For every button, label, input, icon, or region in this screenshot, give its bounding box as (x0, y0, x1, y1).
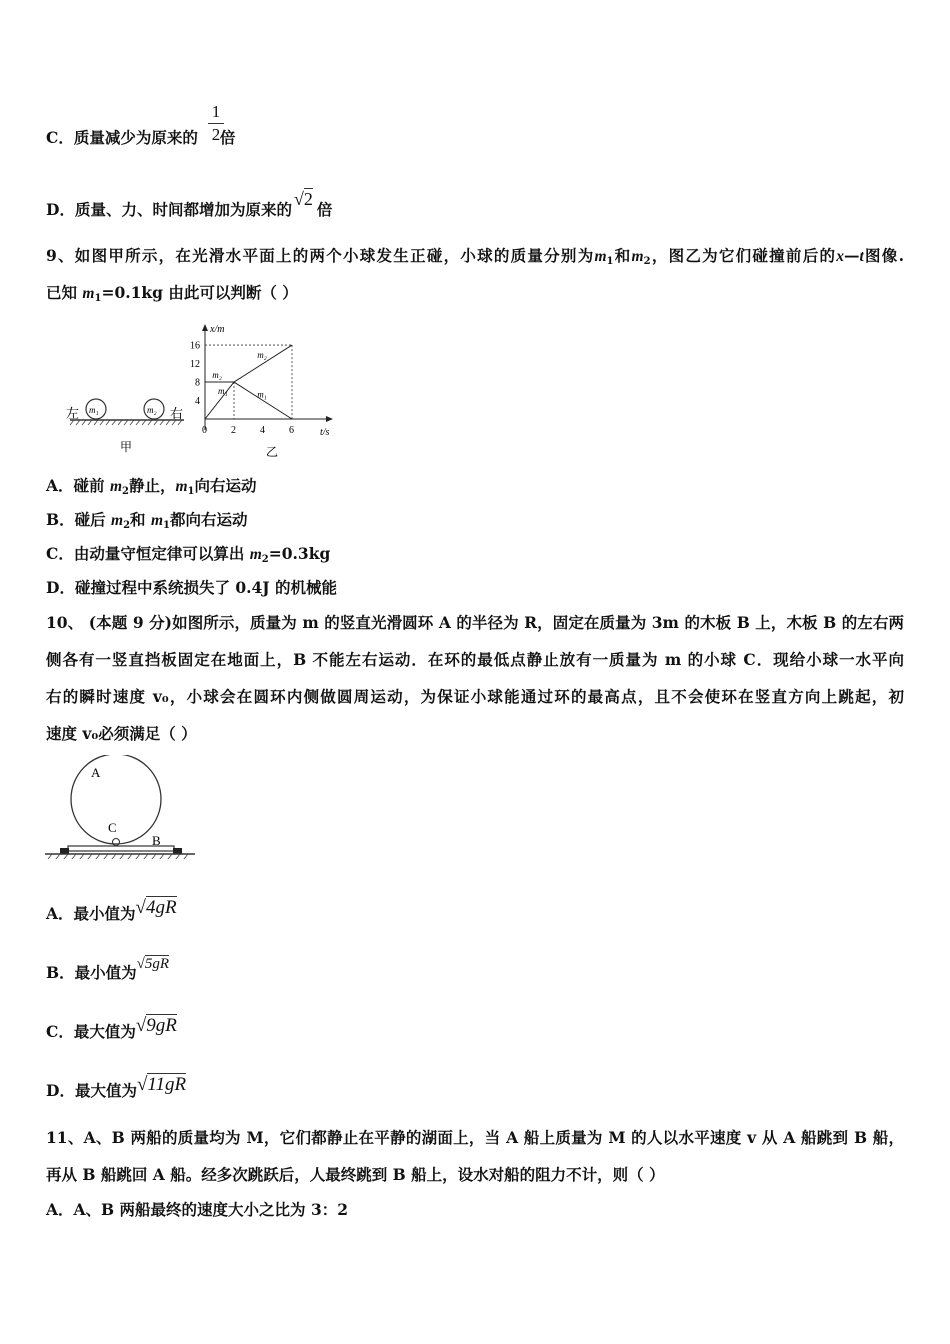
sqrt-two: √2 (293, 189, 313, 209)
q10-stem-line3: 右的瞬时速度 v₀，小球会在圆环内侧做圆周运动，为保证小球能通过环的最高点，且不会使环在竖直方向上跳起，初 (46, 687, 904, 706)
option-c-q8-prefix: C．质量减少为原来的 (46, 128, 198, 147)
option-c-q8-suffix: 倍 (219, 128, 236, 147)
q10-stem-line1: 10、 (本题 9 分)如图所示，质量为 m 的竖直光滑圆环 A 的半径为 R，固定在质量为 3m 的木板 B 上，木板 B 的左右两 (46, 613, 904, 632)
option-c-q9: C．由动量守恒定律可以算出 $m_2=0.3kg$ (46, 544, 331, 565)
floor-hatching (48, 854, 188, 859)
y-axis-arrow (202, 324, 208, 331)
label-m2-before: m₂ (212, 370, 222, 381)
y-tick-label-16: 16 (190, 340, 200, 352)
figure-yi-chart (188, 318, 348, 458)
option-a-q10: A．最小值为√4gR (46, 897, 177, 923)
x-tick-label-6: 6 (289, 425, 294, 436)
y-tick-label-4: 4 (195, 396, 200, 408)
sqrt-4gr: √4gR (135, 897, 177, 918)
y-axis-label: x/m (210, 324, 225, 335)
label-a: A (91, 765, 101, 780)
q10-stem-line4: 速度 v₀必须满足（ ） (46, 724, 197, 743)
y-tick-label-8: 8 (195, 377, 200, 389)
option-a-q9: A．碰前 $m_2$静止，$m_1$向右运动 (46, 476, 257, 497)
ball-m2-label: m₂ (147, 405, 157, 415)
label-m1-after: m₁ (257, 389, 267, 400)
sqrt-11gr: √11gR (136, 1074, 187, 1095)
fraction-one-half (208, 102, 224, 145)
caption-yi: 乙 (266, 445, 279, 458)
option-d-q8-suffix: 倍 (316, 200, 333, 219)
right-stopper (173, 848, 182, 854)
label-left: 左 (66, 406, 80, 421)
label-b: B (152, 833, 161, 848)
q9-stem-line2: 已知 $m_1=0.1kg$ 由此可以判断（ ） (46, 283, 298, 304)
x-tick-label-2: 2 (231, 425, 236, 436)
q11-stem-line1: 11、A、B 两船的质量均为 M，它们都静止在平静的湖面上，当 A 船上质量为 M 的人以水平速度 v 从 A 船跳到 B 船， (46, 1128, 904, 1147)
sqrt-5gr: √5gR (136, 956, 170, 972)
caption-jia: 甲 (120, 440, 133, 454)
option-a-q11: A．A、B 两船最终的速度大小之比为 3：2 (46, 1200, 349, 1219)
label-right: 右 (170, 406, 184, 421)
figure-ring-board (40, 755, 200, 865)
option-d-q10: D．最大值为√11gR (46, 1074, 187, 1100)
label-m2-after: m₂ (257, 350, 267, 361)
x-axis-arrow (326, 416, 333, 422)
option-d-q9: D．碰撞过程中系统损失了 0.4J 的机械能 (46, 578, 338, 597)
option-c-q8 (46, 128, 235, 148)
x-tick-label-0: 0 (202, 425, 207, 436)
x-tick-label-4: 4 (260, 425, 265, 436)
option-d-q8 (46, 189, 333, 220)
q9-stem-line1: 9、如图甲所示，在光滑水平面上的两个小球发生正碰，小球的质量分别为$m_1$和$m_2$，图乙为它们碰撞前后的x—t图像. (46, 246, 904, 267)
label-m1-before: m₁ (218, 386, 228, 397)
fraction-numerator: 1 (211, 102, 221, 121)
x-axis-label: t/s (320, 427, 330, 438)
q10-stem-line2: 侧各有一竖直挡板固定在地面上，B 不能左右运动．在环的最低点静止放有一质量为 m 的小球 C．现给小球一水平向 (46, 650, 904, 669)
fraction-denominator: 2 (211, 125, 221, 144)
option-d-q8-prefix: D．质量、力、时间都增加为原来的 (46, 200, 292, 219)
left-stopper (60, 848, 69, 854)
option-b-q9: B．碰后 $m_2$和 $m_1$都向右运动 (46, 510, 248, 531)
label-c: C (108, 820, 117, 835)
q11-stem-line2: 再从 B 船跳回 A 船。经多次跳跃后，人最终跳到 B 船上，设水对船的阻力不计，则（ ） (46, 1165, 665, 1184)
ball-m1-label: m₁ (89, 405, 99, 415)
sqrt-9gr: √9gR (135, 1015, 177, 1036)
figure-jia (60, 385, 190, 455)
option-c-q10: C．最大值为√9gR (46, 1015, 177, 1041)
y-tick-label-12: 12 (190, 359, 200, 371)
option-b-q10: B．最小值为√5gR (46, 956, 170, 982)
